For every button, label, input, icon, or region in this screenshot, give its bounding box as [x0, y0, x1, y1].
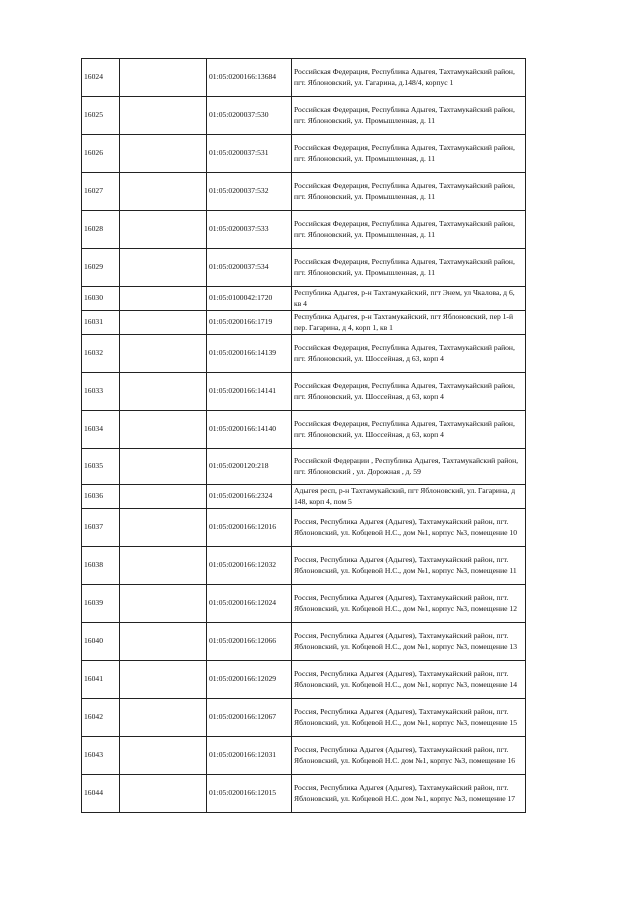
row-number: 16032 — [82, 335, 120, 373]
address: Российская Федерация, Республика Адыгея, Тахтамукайский район, пгт. Яблоновский, ул. Промышленная, д. 11 — [292, 97, 526, 135]
cadastral-number: 01:05:0200166:12016 — [207, 509, 292, 547]
table-row — [82, 775, 526, 813]
empty-cell — [120, 661, 207, 699]
table-row — [82, 97, 526, 135]
cadastral-number: 01:05:0200166:12066 — [207, 623, 292, 661]
address: Россия, Республика Адыгея (Адыгея), Тахтамукайский район, пгт. Яблоновский, ул. Кобцевой Н.С., дом №1, корпус №3, помещение 13 — [292, 623, 526, 661]
address: Российская Федерация, Республика Адыгея, Тахтамукайский район, пгт. Яблоновский, ул. Промышленная, д. 11 — [292, 173, 526, 211]
cadastral-number: 01:05:0200166:12032 — [207, 547, 292, 585]
table-row — [82, 737, 526, 775]
address: Российская Федерация, Республика Адыгея, Тахтамукайский район, пгт. Яблоновский, ул. Шоссейная, д 63, корп 4 — [292, 411, 526, 449]
cadastral-number: 01:05:0100042:1720 — [207, 287, 292, 311]
address: Российская Федерация, Республика Адыгея, Тахтамукайский район, пгт. Яблоновский, ул. Промышленная, д. 11 — [292, 211, 526, 249]
row-number: 16038 — [82, 547, 120, 585]
table-row — [82, 135, 526, 173]
row-number: 16041 — [82, 661, 120, 699]
row-number: 16027 — [82, 173, 120, 211]
row-number: 16033 — [82, 373, 120, 411]
empty-cell — [120, 449, 207, 485]
row-number: 16037 — [82, 509, 120, 547]
cadastral-number: 01:05:0200166:14139 — [207, 335, 292, 373]
empty-cell — [120, 59, 207, 97]
empty-cell — [120, 485, 207, 509]
address: Россия, Республика Адыгея (Адыгея), Тахтамукайский район, пгт. Яблоновский, ул. Кобцевой Н.С., дом №1, корпус №3, помещение 12 — [292, 585, 526, 623]
address: Россия, Республика Адыгея (Адыгея), Тахтамукайский район, пгт. Яблоновский, ул. Кобцевой Н.С. дом №1, корпус №3, помещение 17 — [292, 775, 526, 813]
table-row — [82, 485, 526, 509]
row-number: 16034 — [82, 411, 120, 449]
empty-cell — [120, 373, 207, 411]
row-number: 16026 — [82, 135, 120, 173]
table-row — [82, 661, 526, 699]
row-number: 16025 — [82, 97, 120, 135]
row-number: 16030 — [82, 287, 120, 311]
cadastral-number: 01:05:0200166:12029 — [207, 661, 292, 699]
cadastral-number: 01:05:0200166:12015 — [207, 775, 292, 813]
row-number: 16040 — [82, 623, 120, 661]
table-row — [82, 249, 526, 287]
row-number: 16024 — [82, 59, 120, 97]
row-number: 16031 — [82, 311, 120, 335]
address: Российская Федерация, Республика Адыгея, Тахтамукайский район, пгт. Яблоновский, ул. Промышленная, д. 11 — [292, 249, 526, 287]
table-row — [82, 211, 526, 249]
empty-cell — [120, 585, 207, 623]
empty-cell — [120, 97, 207, 135]
row-number: 16036 — [82, 485, 120, 509]
address: Адыгея респ, р-н Тахтамукайский, пгт Яблоновский, ул. Гагарина, д 148, корп 4, пом 5 — [292, 485, 526, 509]
table-row — [82, 585, 526, 623]
address: Российская Федерация, Республика Адыгея, Тахтамукайский район, пгт. Яблоновский, ул. Промышленная, д. 11 — [292, 135, 526, 173]
cadastral-number: 01:05:0200166:14140 — [207, 411, 292, 449]
cadastral-number: 01:05:0200166:12031 — [207, 737, 292, 775]
address: Российская Федерация, Республика Адыгея, Тахтамукайский район, пгт. Яблоновский, ул. Шоссейная, д 63, корп 4 — [292, 373, 526, 411]
empty-cell — [120, 547, 207, 585]
empty-cell — [120, 509, 207, 547]
empty-cell — [120, 737, 207, 775]
cadastral-number: 01:05:0200037:532 — [207, 173, 292, 211]
row-number: 16042 — [82, 699, 120, 737]
table-row — [82, 547, 526, 585]
address: Республика Адыгея, р-н Тахтамукайский, пгт Яблоновский, пер 1-й пер. Гагарина, д 4, корп 1, кв 1 — [292, 311, 526, 335]
address: Россия, Республика Адыгея (Адыгея), Тахтамукайский район, пгт. Яблоновский, ул. Кобцевой Н.С., дом №1, корпус №3, помещение 15 — [292, 699, 526, 737]
cadastral-number: 01:05:0200037:531 — [207, 135, 292, 173]
row-number: 16043 — [82, 737, 120, 775]
registry-table — [81, 58, 526, 813]
cadastral-number: 01:05:0200166:13684 — [207, 59, 292, 97]
empty-cell — [120, 211, 207, 249]
table-row — [82, 173, 526, 211]
empty-cell — [120, 411, 207, 449]
cadastral-number: 01:05:0200037:534 — [207, 249, 292, 287]
table-row — [82, 509, 526, 547]
empty-cell — [120, 287, 207, 311]
cadastral-number: 01:05:0200166:14141 — [207, 373, 292, 411]
empty-cell — [120, 623, 207, 661]
cadastral-number: 01:05:0200037:530 — [207, 97, 292, 135]
empty-cell — [120, 311, 207, 335]
cadastral-number: 01:05:0200166:2324 — [207, 485, 292, 509]
row-number: 16035 — [82, 449, 120, 485]
address: Российской Федерации , Республика Адыгея, Тахтамукайский район, пгт. Яблоновский , ул. Дорожная , д. 59 — [292, 449, 526, 485]
row-number: 16039 — [82, 585, 120, 623]
empty-cell — [120, 249, 207, 287]
cadastral-number: 01:05:0200120:218 — [207, 449, 292, 485]
table-row — [82, 373, 526, 411]
row-number: 16028 — [82, 211, 120, 249]
table-row — [82, 623, 526, 661]
table-row — [82, 311, 526, 335]
cadastral-number: 01:05:0200166:12067 — [207, 699, 292, 737]
empty-cell — [120, 775, 207, 813]
address: Российская Федерация, Республика Адыгея, Тахтамукайский район, пгт. Яблоновский, ул. Гагарина, д.148/4, корпус 1 — [292, 59, 526, 97]
address: Республика Адыгея, р-н Тахтамукайский, пгт Энем, ул Чкалова, д 6, кв 4 — [292, 287, 526, 311]
address: Россия, Республика Адыгея (Адыгея), Тахтамукайский район, пгт. Яблоновский, ул. Кобцевой Н.С., дом №1, корпус №3, помещение 11 — [292, 547, 526, 585]
empty-cell — [120, 699, 207, 737]
table-row — [82, 699, 526, 737]
address: Россия, Республика Адыгея (Адыгея), Тахтамукайский район, пгт. Яблоновский, ул. Кобцевой Н.С., дом №1, корпус №3, помещение 14 — [292, 661, 526, 699]
address: Россия, Республика Адыгея (Адыгея), Тахтамукайский район, пгт. Яблоновский, ул. Кобцевой Н.С., дом №1, корпус №3, помещение 10 — [292, 509, 526, 547]
table-row — [82, 287, 526, 311]
row-number: 16044 — [82, 775, 120, 813]
cadastral-number: 01:05:0200037:533 — [207, 211, 292, 249]
table-row — [82, 411, 526, 449]
table-row — [82, 449, 526, 485]
table-row — [82, 59, 526, 97]
address: Российская Федерация, Республика Адыгея, Тахтамукайский район, пгт. Яблоновский, ул. Шоссейная, д 63, корп 4 — [292, 335, 526, 373]
row-number: 16029 — [82, 249, 120, 287]
empty-cell — [120, 135, 207, 173]
cadastral-number: 01:05:0200166:1719 — [207, 311, 292, 335]
table-row — [82, 335, 526, 373]
cadastral-number: 01:05:0200166:12024 — [207, 585, 292, 623]
empty-cell — [120, 335, 207, 373]
address: Россия, Республика Адыгея (Адыгея), Тахтамукайский район, пгт. Яблоновский, ул. Кобцевой Н.С. дом №1, корпус №3, помещение 16 — [292, 737, 526, 775]
empty-cell — [120, 173, 207, 211]
